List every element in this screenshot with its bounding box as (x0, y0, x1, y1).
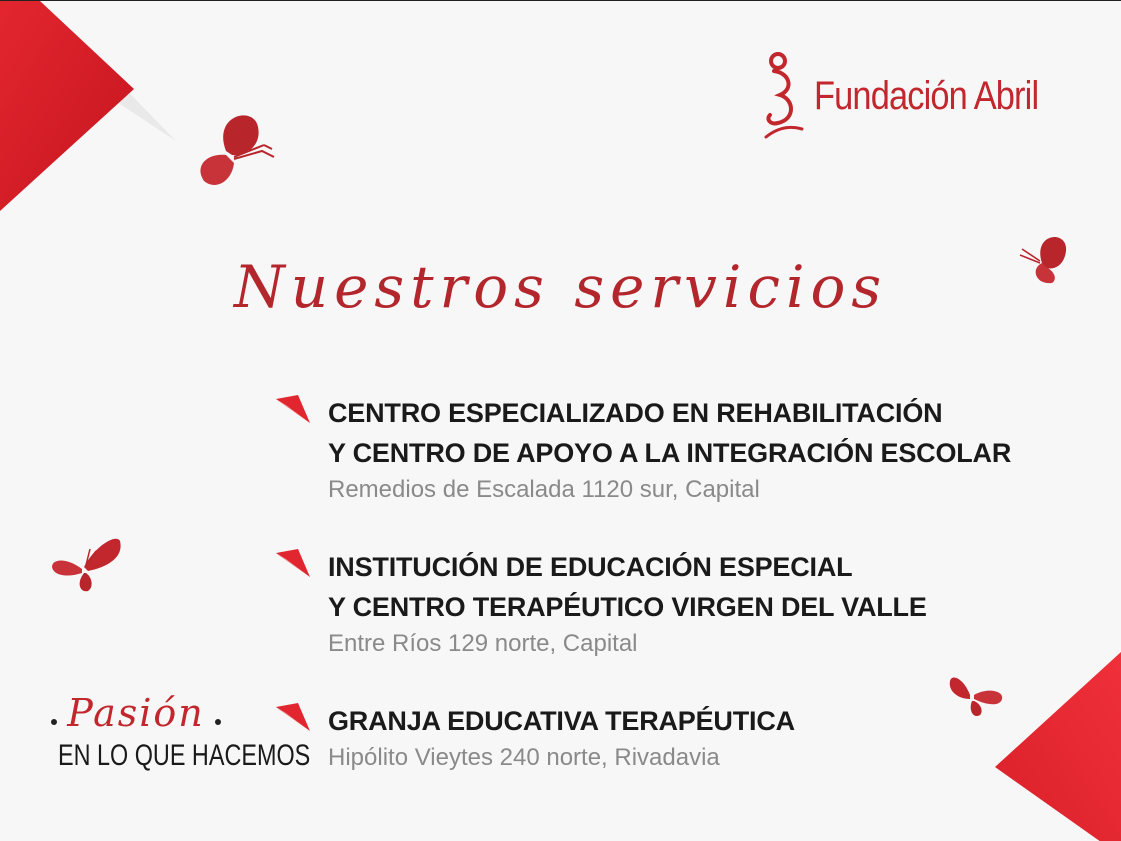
service-item (276, 701, 1076, 775)
service-title: CENTRO ESPECIALIZADO EN REHABILITACIÓN (328, 398, 943, 428)
bullet-arrow-icon (276, 549, 312, 579)
motto (36, 691, 311, 773)
motto-script: Pasión (67, 691, 205, 735)
butterfly-icon (192, 105, 282, 195)
brand-logo (760, 49, 1075, 143)
service-address: Entre Ríos 129 norte, Capital (328, 630, 638, 657)
service-title: GRANJA EDUCATIVA TERAPÉUTICA (328, 706, 795, 736)
butterfly-icon (1014, 229, 1074, 289)
service-item (276, 393, 1076, 507)
service-address: Hipólito Vieytes 240 norte, Rivadavia (328, 744, 720, 771)
page-title: Nuestros servicios (234, 253, 888, 321)
services-list (276, 393, 1076, 775)
dot-icon (51, 719, 57, 725)
fundacion-abril-logo-icon (760, 49, 810, 143)
service-title: INSTITUCIÓN DE EDUCACIÓN ESPECIAL (328, 552, 853, 582)
service-item (276, 547, 1076, 661)
bullet-arrow-icon (276, 395, 312, 425)
service-title: Y CENTRO TERAPÉUTICO VIRGEN DEL VALLE (328, 592, 927, 622)
butterfly-icon (46, 531, 126, 601)
brand-name: Fundación Abril (814, 73, 1039, 118)
motto-bottom: EN LO QUE HACEMOS (58, 739, 311, 772)
dot-icon (215, 719, 221, 725)
service-title: Y CENTRO DE APOYO A LA INTEGRACIÓN ESCOLAR (328, 438, 1012, 468)
service-address: Remedios de Escalada 1120 sur, Capital (328, 476, 760, 503)
top-left-corner-decoration (0, 1, 180, 221)
bullet-arrow-icon (276, 703, 312, 733)
